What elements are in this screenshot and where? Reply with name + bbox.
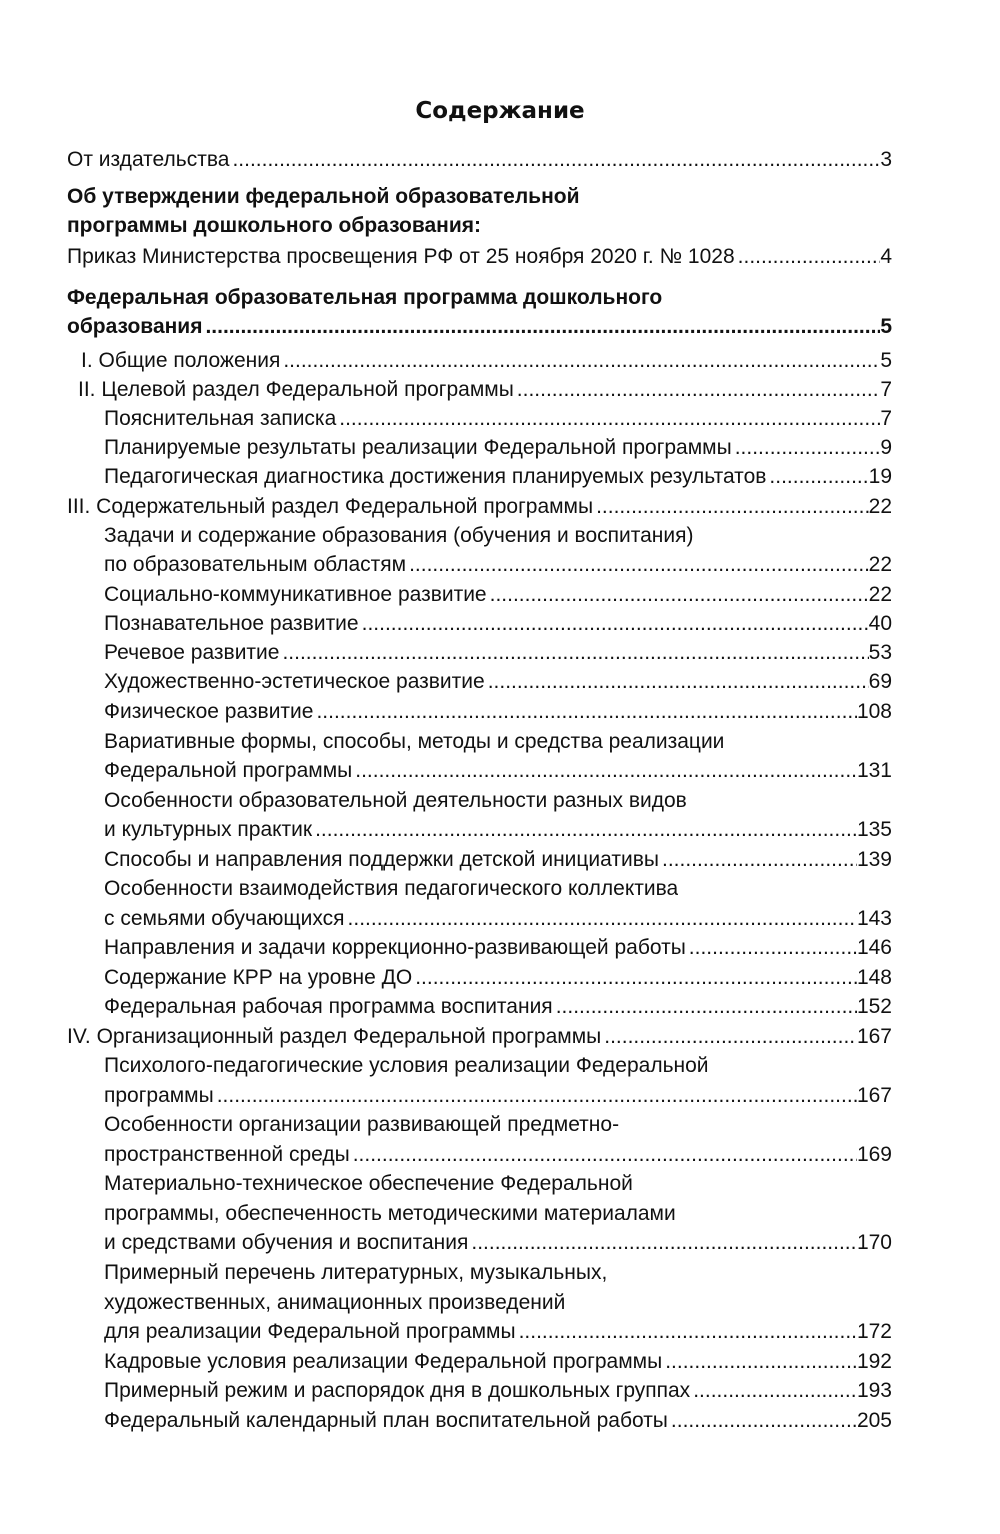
toc-entry-text: Федеральной программы (104, 759, 353, 782)
toc-entry[interactable] (104, 462, 892, 492)
toc-entry-text: I. Общие положения (81, 349, 281, 372)
dot-leader (488, 667, 869, 697)
toc-page-number: 170 (856, 1231, 892, 1254)
toc-entry-text: Психолого-педагогические условия реализации Федеральной (104, 1054, 709, 1077)
toc-entry[interactable] (104, 404, 892, 434)
toc-entry[interactable] (104, 667, 892, 697)
dot-leader (519, 1317, 857, 1347)
toc-entry-text: художественных, анимационных произведений (104, 1291, 566, 1314)
toc-entry[interactable] (104, 580, 892, 610)
dot-leader (355, 756, 857, 786)
dot-leader (232, 145, 880, 175)
toc-entry-text: Содержание КРР на уровне ДО (104, 966, 413, 989)
toc-entry-text: Примерный перечень литературных, музыкальных, (104, 1261, 608, 1284)
toc-entry-text: Способы и направления поддержки детской инициативы (104, 848, 659, 871)
toc-page-number: 7 (880, 378, 892, 401)
toc-page-number: 53 (868, 641, 892, 664)
dot-leader (490, 580, 869, 610)
toc-page-number: 169 (856, 1143, 892, 1166)
dot-leader (315, 815, 857, 845)
toc-page-number: 69 (868, 670, 892, 693)
toc-entry[interactable] (104, 697, 892, 727)
toc-entry-text: программы (104, 1084, 214, 1107)
dot-leader (735, 433, 881, 463)
dot-leader (471, 1228, 857, 1258)
toc-entry[interactable] (104, 933, 892, 963)
toc-entry[interactable] (81, 346, 892, 376)
toc-entry[interactable] (67, 145, 892, 175)
toc-entry-text: Речевое развитие (104, 641, 280, 664)
toc-entry-text: программы дошкольного образования: (67, 214, 481, 237)
dot-leader (693, 1376, 857, 1406)
toc-entry-text: Об утверждении федеральной образовательной (67, 185, 580, 208)
dot-leader (596, 492, 869, 522)
toc-page-number: 148 (856, 966, 892, 989)
toc-page-number: 131 (856, 759, 892, 782)
toc-entry (104, 1110, 619, 1140)
toc-entry (67, 211, 481, 241)
toc-entry[interactable] (67, 242, 892, 272)
toc-page-number: 172 (856, 1320, 892, 1343)
toc-page-number: 193 (856, 1379, 892, 1402)
dot-leader (517, 375, 881, 405)
dot-leader (556, 992, 857, 1022)
page-title: Содержание (415, 98, 585, 124)
toc-entry-text: От издательства (67, 148, 230, 171)
toc-entry (104, 874, 678, 904)
dot-leader (339, 404, 880, 434)
toc-entry (104, 1258, 607, 1288)
toc-entry-text: Педагогическая диагностика достижения планируемых результатов (104, 465, 767, 488)
toc-entry[interactable] (78, 375, 892, 405)
toc-entry-text: образования (67, 315, 203, 338)
toc-page-number: 205 (856, 1409, 892, 1432)
toc-entry (104, 1051, 709, 1081)
toc-entry[interactable] (104, 1228, 892, 1258)
dot-leader (415, 963, 857, 993)
toc-entry-text: программы, обеспеченность методическими материалами (104, 1202, 676, 1225)
toc-entry (104, 521, 694, 551)
toc-entry[interactable] (104, 815, 892, 845)
toc-entry[interactable] (104, 1317, 892, 1347)
toc-page-number: 167 (856, 1084, 892, 1107)
toc-entry (104, 1199, 676, 1229)
toc-page-number: 192 (856, 1350, 892, 1373)
toc-page-number: 4 (880, 245, 892, 268)
dot-leader (316, 697, 856, 727)
toc-entry-text: Физическое развитие (104, 700, 314, 723)
dot-leader (662, 845, 857, 875)
toc-page-number: 22 (868, 495, 892, 518)
toc-entry-text: с семьями обучающихся (104, 907, 345, 930)
toc-entry[interactable] (104, 550, 892, 580)
toc-entry[interactable] (104, 992, 892, 1022)
toc-entry[interactable] (104, 433, 892, 463)
dot-leader (362, 609, 869, 639)
toc-entry-text: Направления и задачи коррекционно-развивающей работы (104, 936, 686, 959)
toc-page-number: 152 (856, 995, 892, 1018)
toc-entry[interactable] (104, 963, 892, 993)
toc-entry-text: III. Содержательный раздел Федеральной программы (67, 495, 594, 518)
dot-leader (205, 312, 880, 342)
toc-entry-text: пространственной среды (104, 1143, 350, 1166)
toc-entry[interactable] (104, 845, 892, 875)
toc-page-number: 9 (880, 436, 892, 459)
toc-entry-text: Особенности образовательной деятельности разных видов (104, 789, 687, 812)
toc-entry (104, 727, 724, 757)
toc-entry[interactable] (104, 1140, 892, 1170)
dot-leader (665, 1347, 857, 1377)
toc-page-number: 5 (880, 315, 892, 338)
toc-entry-text: Художественно-эстетическое развитие (104, 670, 485, 693)
toc-entry-text: Вариативные формы, способы, методы и средства реализации (104, 730, 725, 753)
toc-entry-text: Примерный режим и распорядок дня в дошкольных группах (104, 1379, 691, 1402)
toc-page-number: 135 (856, 818, 892, 841)
toc-page-number: 3 (880, 148, 892, 171)
dot-leader (738, 242, 881, 272)
toc-entry (104, 1169, 633, 1199)
toc-entry-text: для реализации Федеральной программы (104, 1320, 516, 1343)
toc-entry[interactable] (67, 492, 892, 522)
toc-entry-text: Приказ Министерства просвещения РФ от 25 ноября 2020 г. № 1028 (67, 245, 735, 268)
dot-leader (604, 1022, 857, 1052)
toc-entry-text: по образовательным областям (104, 553, 407, 576)
toc-entry-text: Кадровые условия реализации Федеральной программы (104, 1350, 663, 1373)
toc-page-number: 5 (880, 349, 892, 372)
toc-entry-text: и культурных практик (104, 818, 313, 841)
toc-entry-text: Планируемые результаты реализации Федеральной программы (104, 436, 732, 459)
toc-entry-text: Задачи и содержание образования (обучения и воспитания) (104, 524, 694, 547)
toc-page-number: 143 (856, 907, 892, 930)
toc-entry (67, 283, 662, 313)
toc-page-number: 108 (856, 700, 892, 723)
toc-page-number: 22 (868, 583, 892, 606)
toc-entry[interactable] (104, 1081, 892, 1111)
toc-entry[interactable] (67, 312, 892, 342)
dot-leader (217, 1081, 857, 1111)
toc-page-number: 139 (856, 848, 892, 871)
dot-leader (282, 638, 868, 668)
dot-leader (769, 462, 868, 492)
toc-page-number: 19 (868, 465, 892, 488)
toc-page-number: 40 (868, 612, 892, 635)
toc-page-number: 146 (856, 936, 892, 959)
toc-entry-text: Федеральный календарный план воспитательной работы (104, 1409, 668, 1432)
toc-entry[interactable] (104, 1376, 892, 1406)
toc-entry-text: Федеральная образовательная программа дошкольного (67, 286, 663, 309)
toc-entry[interactable] (104, 1347, 892, 1377)
toc-entry (104, 1288, 565, 1318)
toc-entry[interactable] (104, 638, 892, 668)
toc-page-number: 22 (868, 553, 892, 576)
dot-leader (671, 1406, 857, 1436)
toc-entry (104, 786, 687, 816)
toc-entry[interactable] (67, 1022, 892, 1052)
toc-entry-text: Материально-техническое обеспечение Федеральной (104, 1172, 633, 1195)
dot-leader (353, 1140, 857, 1170)
toc-entry-text: IV. Организационный раздел Федеральной программы (67, 1025, 602, 1048)
toc-entry[interactable] (104, 609, 892, 639)
toc-entry-text: и средствами обучения и воспитания (104, 1231, 469, 1254)
toc-entry-text: Познавательное развитие (104, 612, 359, 635)
toc-entry-text: II. Целевой раздел Федеральной программы (78, 378, 514, 401)
dot-leader (689, 933, 857, 963)
dot-leader (348, 904, 857, 934)
toc-entry-text: Пояснительная записка (104, 407, 337, 430)
toc-entry-text: Особенности организации развивающей предметно- (104, 1113, 620, 1136)
dot-leader (283, 346, 880, 376)
toc-entry (67, 182, 580, 212)
toc-page-number: 167 (856, 1025, 892, 1048)
toc-entry-text: Федеральная рабочая программа воспитания (104, 995, 553, 1018)
toc-entry[interactable] (104, 1406, 892, 1436)
toc-entry-text: Особенности взаимодействия педагогического коллектива (104, 877, 679, 900)
toc-entry-text: Социально-коммуникативное развитие (104, 583, 487, 606)
dot-leader (409, 550, 869, 580)
toc-entry[interactable] (104, 904, 892, 934)
toc-entry[interactable] (104, 756, 892, 786)
toc-page-number: 7 (880, 407, 892, 430)
